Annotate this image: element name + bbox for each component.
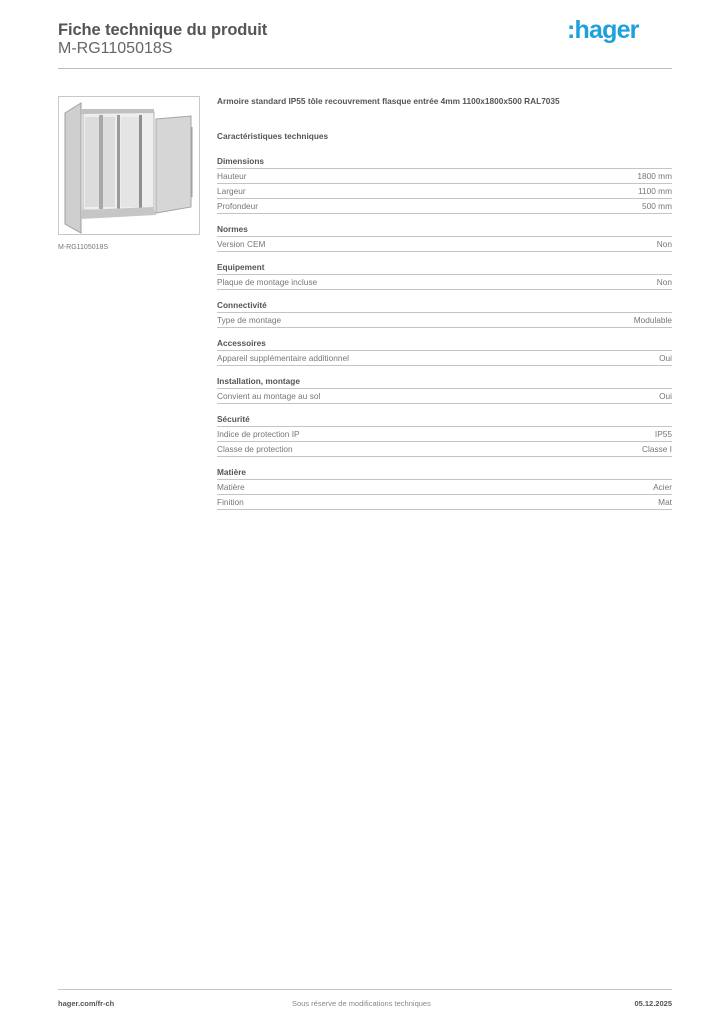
spec-row [217,442,672,457]
section-installation [217,375,672,404]
section-title: Matière [217,466,672,480]
section-dimensions [217,155,672,214]
technical-characteristics-heading: Caractéristiques techniques [217,131,329,141]
footer-divider [58,989,672,990]
section-title: Dimensions [217,155,672,169]
spec-label: Type de montage [217,315,282,325]
spec-value: 1100 mm [638,186,672,196]
product-reference: M-RG1105018S [58,40,173,57]
header-divider [58,68,672,69]
spec-row [217,275,672,290]
spec-value: 500 mm [642,201,672,211]
section-matiere [217,466,672,510]
section-equipement [217,261,672,290]
spec-label: Plaque de montage incluse [217,277,318,287]
spec-label: Matière [217,482,245,492]
image-caption: M-RG1105018S [58,244,109,251]
spec-row [217,169,672,184]
hager-logo: :hager [567,16,639,44]
spec-value: Non [656,239,672,249]
spec-row [217,427,672,442]
spec-label: Appareil supplémentaire additionnel [217,353,349,363]
spec-row [217,351,672,366]
spec-label: Classe de protection [217,444,293,454]
spec-label: Largeur [217,186,246,196]
spec-row [217,389,672,404]
section-accessoires [217,337,672,366]
spec-value: 1800 mm [637,171,672,181]
spec-value: Mat [658,497,672,507]
section-title: Connectivité [217,299,672,313]
spec-label: Profondeur [217,201,259,211]
spec-label: Hauteur [217,171,247,181]
product-description: Armoire standard IP55 tôle recouvrement flasque entrée 4mm 1100x1800x500 RAL7035 [217,96,560,106]
product-image [58,96,200,235]
footer-website-link[interactable]: hager.com/fr-ch [58,999,115,1008]
spec-value: IP55 [654,429,672,439]
spec-row [217,480,672,495]
spec-table [217,155,672,519]
spec-row [217,495,672,510]
spec-row [217,237,672,252]
section-title: Sécurité [217,413,672,427]
spec-row [217,313,672,328]
cabinet-icon [59,97,199,234]
section-title: Equipement [217,261,672,275]
spec-label: Finition [217,497,244,507]
page-title: Fiche technique du produit [58,21,268,39]
spec-row [217,184,672,199]
section-title: Accessoires [217,337,672,351]
footer-disclaimer: Sous réserve de modifications techniques [292,999,431,1008]
section-normes [217,223,672,252]
spec-value: Oui [659,353,672,363]
spec-label: Convient au montage au sol [217,391,321,401]
section-title: Installation, montage [217,375,672,389]
section-connectivite [217,299,672,328]
spec-row [217,199,672,214]
spec-value: Classe I [642,444,672,454]
spec-label: Indice de protection IP [217,429,300,439]
section-securite [217,413,672,457]
spec-value: Acier [653,482,672,492]
footer-date: 05.12.2025 [634,999,672,1008]
spec-value: Oui [659,391,672,401]
spec-label: Version CEM [217,239,266,249]
spec-value: Non [656,277,672,287]
section-title: Normes [217,223,672,237]
spec-value: Modulable [633,315,672,325]
